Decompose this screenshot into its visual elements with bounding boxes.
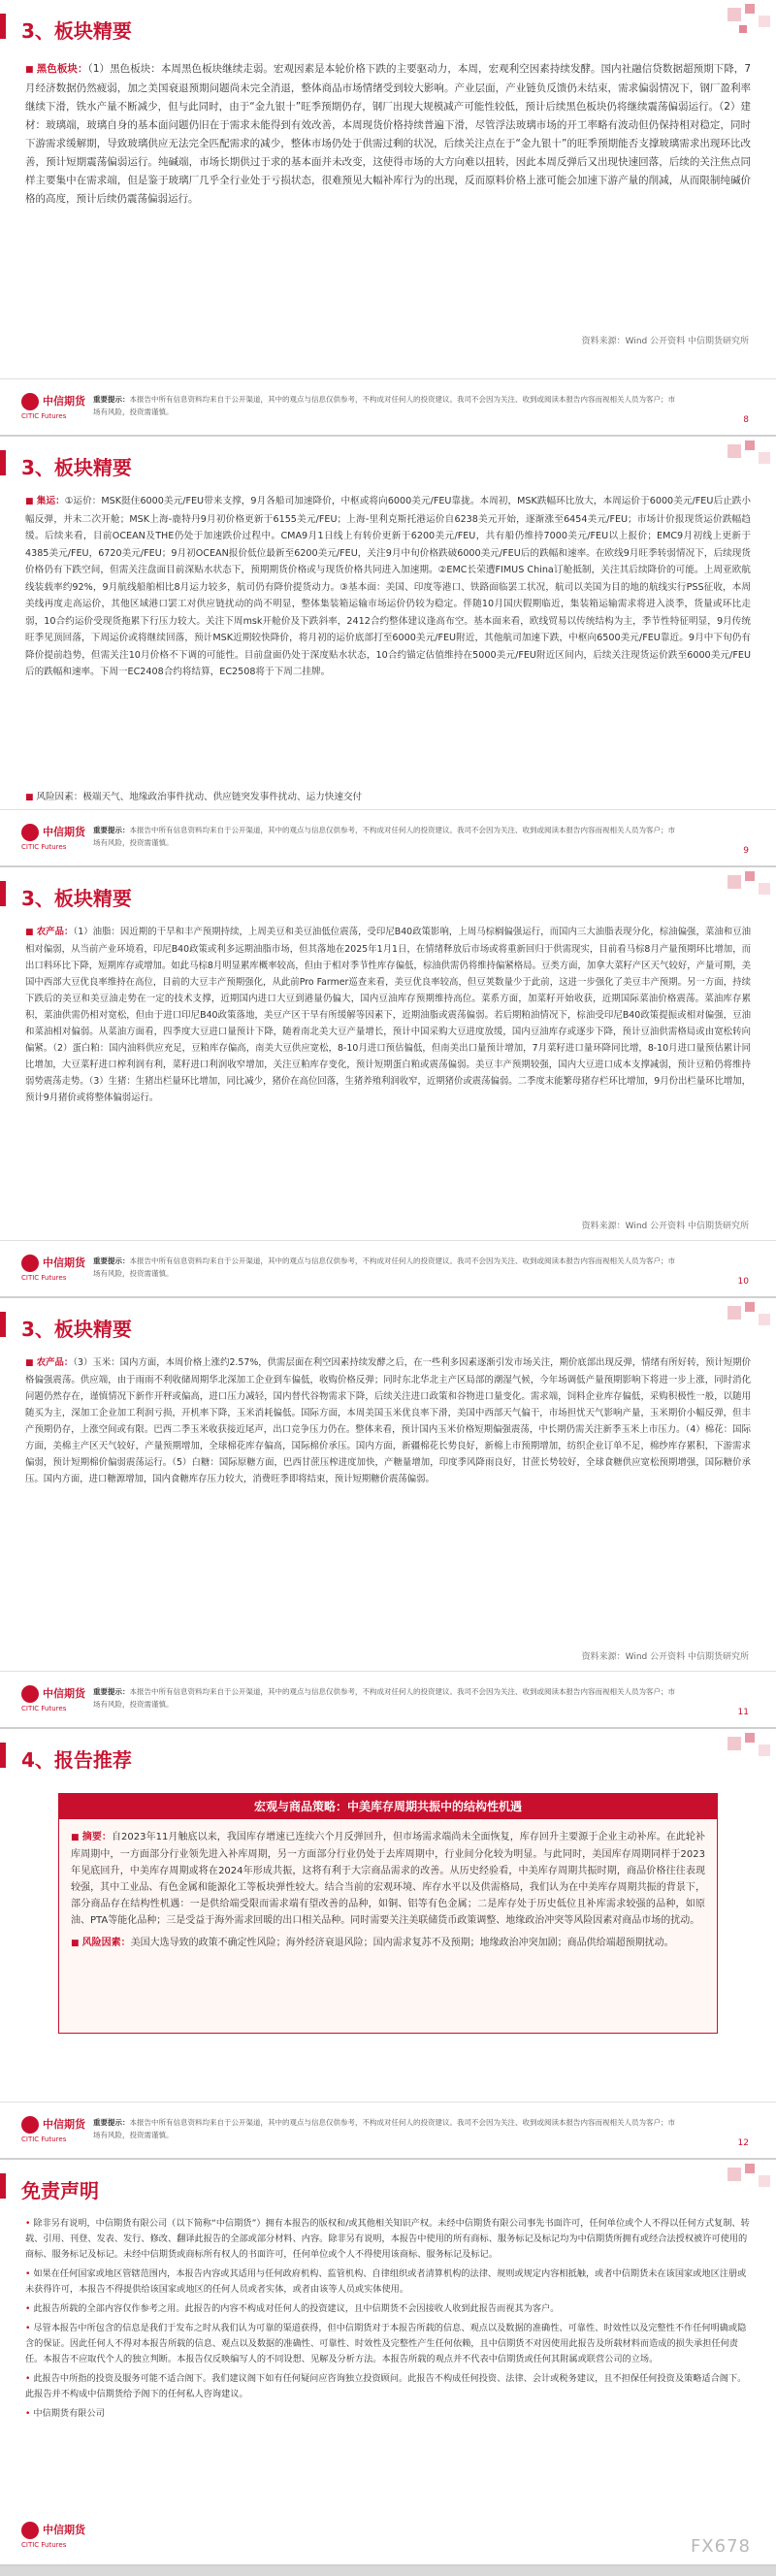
logo-name-cn: 中信期货: [43, 826, 85, 838]
disclaimer-text: 本报告中所有信息资料均来自于公开渠道，其中的观点与信息仅供参考，不构成对任何人的投资建议。我司不会因为关注、收到或阅读本报告内容而视相关人员为客户；市场有风险，投资需谨慎。: [93, 826, 675, 847]
logo-name-en: CITIC Futures: [21, 2541, 67, 2549]
corner-decoration-icon: [630, 867, 776, 922]
corner-decoration-icon: [630, 1729, 776, 1783]
section-paragraph: [25, 60, 751, 209]
logo-name-cn: 中信期货: [43, 2118, 85, 2131]
risk-lead: ■ 风险因素：: [71, 1938, 131, 1948]
citic-futures-logo: [21, 391, 85, 424]
page-footer: [0, 2508, 776, 2564]
section-title: 免责声明: [21, 2179, 99, 2202]
corner-decoration-icon: [630, 0, 776, 54]
footer-disclaimer: [93, 393, 675, 418]
data-source: 资料来源：Wind 公开资料 中信期货研究所: [581, 1222, 749, 1231]
citic-futures-logo: [21, 2114, 85, 2147]
section-paragraph: [25, 1354, 751, 1487]
disclaimer-label: 重要提示：: [93, 1256, 130, 1265]
report-title: 宏观与商品策略：中美库存周期共振中的结构性机遇: [59, 1794, 717, 1819]
footer-disclaimer: [93, 1255, 675, 1280]
section-header: [0, 2160, 776, 2214]
page-number: 12: [737, 2138, 749, 2148]
disclaimer-label: 重要提示：: [93, 826, 130, 834]
section-title: 3、板块精要: [21, 456, 132, 479]
data-source: 资料来源：Wind 公开资料 中信期货研究所: [581, 1652, 749, 1662]
paragraph-text: （3）玉米：国内方面，本周价格上涨约2.57%，供需层面在利空因素持续发酵之后，在一些利多因素逐渐引发市场关注，期价底部出现反弹，情绪有所好转，预计短期价格偏强震荡。供应端，由于雨雨不利收储周期华北深加工企业到车偏低，收购价格反弹；同时东北华北主产区局部的潮湿气候，今年场调低产量预期影响下将进一步上涨，同时消化问题仍然存在，谨慎情况下新作开秤或偏高，进口压力减轻，国内替代谷物需求下降，后续关注进口政策和谷物进口量变化。需求端，饲料企业库存偏低，采购积极性一般，以随用随买为主，深加工企业加工利润亏损，开机率下降，玉米消耗偏低。国际方面，本周美国玉米优良率下滑，美国中西部天气偏干，市场担忧天气影响产量，玉米期价小幅反弹，但丰产预期仍存，上涨空间或有限。巴西二季玉米收获接近尾声，出口竞争压力仍在。整体来看，预计国内玉米价格短期偏强震荡，中长期仍需关注新季玉米上市压力。（4）棉花：国际方面，美棉主产区天气较好，产量预期增加，全球棉花库存偏高，国际棉价承压。国内方面，新疆棉花长势良好，新棉上市预期增加，纺织企业订单不足，棉纱库存累积，下游需求偏弱，预计短期棉价偏弱震荡运行。（5）白糖：国际原糖方面，巴西甘蔗压榨进度加快，产糖量增加，印度季风降雨良好，甘蔗长势较好，全球食糖供应宽松预期增强，国际糖价承压。国内方面，进口糖源增加，国内食糖库存压力较大，消费旺季即将结束，预计短期糖价震荡偏弱。: [25, 1357, 752, 1484]
section-header: [0, 1298, 776, 1353]
disclaimer-item: • 除非另有说明，中信期货有限公司（以下简称“中信期货”）拥有本报告的版权和/或其他相关知识产权。未经中信期货有限公司事先书面许可，任何单位或个人不得以任何方式复制、转载、引用、刊登、发表、发行、修改、翻译此报告的全部或部分材料、内容。除非另有说明，本报告中使用的所有商标、服务标记及标记均为中信期货所拥有或经合法授权被许可使用的商标、服务标记及标记。未经中信期货或商标所有权人的书面许可，任何单位或个人不得使用该商标、服务标记及标记。: [25, 2216, 751, 2263]
section-paragraph: [25, 924, 751, 1106]
disclaimer-list: [25, 2216, 751, 2426]
logo-name-cn: 中信期货: [43, 395, 85, 408]
page-number: 9: [743, 846, 749, 856]
paragraph-text: ①运价：MSK挺住6000美元/FEU带来支撑，9月各船司加速降价，中枢或将向6000美元/FEU靠拢。本周初，MSK跌幅环比放大，本周运价于6000美元/FEU后止跌小幅反弹，并未二次开舱；MSK上海-鹿特丹9月初价格更新于6155美元/FEU；上海-里利克斯托港运价自6238美元开始，逐渐涨至6454美元/FEU；市场计价报现货运价跌幅趋缓。后续来看，目前OCEAN及THE仍处于加速跌价过程中。CMA9月1日线上有转价更新于6200美元/FEU，共有船仍维持7000美元/FEU以上报价；EMC9月初线上更新于4385美元/FEU，6720美元/FEU；9月初OCEAN报价低位最新至6200美元/FEU，关注9月中旬价格跌破6000美元/FEU后的跌幅和速率。在欧线9月旺季转弱情况下，后续现货价格仍有下跌空间，但需关注盘面目前深贴水状态下，预期期货价格或与现货价格共同进入加速期。②EMC长荣遭FIMUS China订舱抵制，关注其后续降价的可能。上周亚欧航线装载率约92%，9月航线船舶相比8月运力较多，航司仍有降价提货动力。③基本面：美国、印度等港口、铁路面临罢工状况，航司以美国为目的地的航线实行PSS征收，本周美线再度走高运价，其他区域港口罢工对供应链扰动的尚不明显，整体集装箱运输市场运价仍较为稳定。伴随10月国庆假期临近，集装箱运输需求将进入淡季，货量或环比走弱，10合约运价受现货拖累下行压力较大。关注下周msk开舱价及下跌斜率，2412合约整体建议逢高布空。基本面来看，欧线贸易以传统结构为主，季节性特征明显，9月传统旺季见顶回落，下周运价或将继续回落，预计MSK近期较快降价，将月初的运价底部打至6000美元/FEU附近，其他航司加速下跌，中枢向6500美元/FEU靠近。9月中下旬仍有降价提前趋势，但需关注10月价格不下调的可能性。目前盘面仍处于深度贴水状态，10合约锚定估值维持在5000美元/FEU附近区间内，后续关注现货运价跌至6000美元/FEU后的跌幅和速率。下周一EC2408合约将结算，EC2508将于下周二挂牌。: [25, 496, 752, 677]
report-risk: [71, 1935, 705, 1952]
disclaimer-label: 重要提示：: [93, 1687, 130, 1696]
page-footer: [0, 1240, 776, 1296]
citic-futures-logo: [21, 822, 85, 855]
page-number: 8: [743, 415, 749, 425]
section-header: [0, 0, 776, 54]
report-abstract: [71, 1829, 705, 1929]
paragraph-lead: ■ 农产品：: [25, 927, 73, 937]
report-page: [0, 437, 776, 867]
paragraph-lead: ■ 集运：: [25, 496, 65, 506]
section-accent-bar: [0, 2173, 6, 2199]
risk-factors: ■ 风险因素：极端天气、地缘政治事件扰动、供应链突发事件扰动、运力快速交付: [25, 788, 751, 807]
disclaimer-text: 本报告中所有信息资料均来自于公开渠道，其中的观点与信息仅供参考，不构成对任何人的投资建议。我司不会因为关注、收到或阅读本报告内容而视相关人员为客户；市场有风险，投资需谨慎。: [93, 1256, 675, 1278]
section-title: 3、板块精要: [21, 19, 132, 43]
logo-mark-icon: [21, 824, 39, 841]
section-accent-bar: [0, 1743, 6, 1768]
report-page: [0, 1729, 776, 2160]
disclaimer-item: • 此报告所载的全部内容仅作参考之用。此报告的内容不构成对任何人的投资建议，且中信期货不会因接收人收到此报告而视其为客户。: [25, 2301, 751, 2317]
section-accent-bar: [0, 1312, 6, 1337]
report-page: [0, 867, 776, 1298]
disclaimer-item: • 如果在任何国家或地区管辖范围内，本报告内容或其适用与任何政府机构、监管机构、自律组织或者清算机构的法律、规则或规定内容相抵触，或者中信期货未在该国家或地区注册或未获得许可，本报告不得提供给该国家或地区的任何人员或者实体，或者由该等人员或实体使用。: [25, 2266, 751, 2298]
report-page: [0, 1298, 776, 1729]
logo-name-cn: 中信期货: [43, 1687, 85, 1700]
logo-name-en: CITIC Futures: [21, 1705, 67, 1712]
page-number: 10: [737, 1277, 749, 1287]
section-title: 3、板块精要: [21, 1318, 132, 1341]
page-footer: [0, 2102, 776, 2158]
disclaimer-text: 本报告中所有信息资料均来自于公开渠道，其中的观点与信息仅供参考，不构成对任何人的投资建议。我司不会因为关注、收到或阅读本报告内容而视相关人员为客户；市场有风险，投资需谨慎。: [93, 395, 675, 416]
section-accent-bar: [0, 450, 6, 475]
section-paragraph: [25, 493, 751, 681]
paragraph-lead: ■ 农产品：: [25, 1357, 73, 1368]
disclaimer-label: 重要提示：: [93, 2118, 130, 2127]
paragraph-text: （1）油脂：因近期的干旱和丰产预期持续，上周美豆和美豆油低位震荡，受印尼B40政策影响，上周马棕榈偏强运行，而国内三大油脂表现分化，棕油偏强，菜油和豆油相对偏弱，从当前产业环境看，印尼B40政策或利多远期油脂市场，但其落地在2025年1月1日，在情绪释放后市场或将重新回归于供需现实，目前看马棕8月产量预期环比增加，而出口料环比下降，短期库存或增加。如此马棕8月明显累库概率较高，但由于相对季节性库存偏低，棕油供需仍将维持偏紧格局。豆类方面，加拿大菜籽产区天气较好，产量可期，美国中西部大豆优良率维持在高位，目前的大豆丰产预期强化，从此前Pro Farmer巡查来看，美豆优良率较高，但豆荚数量少于此前，这进一步强化了美豆丰产预期。另一方面，持续下跌后的美豆和美豆油走势在一定的技术支撑，近期国内进口大豆到港量仍偏大，国内豆油库存预期维持高位。菜系方面，加菜籽开始收获，近期国际菜油价格震荡。菜油库存累积，菜油供需仍相对宽松，但由于进口印尼B40政策落地，美豆产区干旱有所缓解等因素下，近期油脂或震荡偏弱。若后期粕油情况下，棕油受印尼B40政策提振或相对偏强，豆油和菜油相对偏弱。从菜油方面看，四季度大豆进口量预计下降，随着南北美大豆产量增长，预计中国采购大豆进度放缓，国内豆油库存或逐步下降，预计豆油供需格局或由宽松转向偏紧。（2）蛋白粕：国内油料供应充足，豆粕库存偏高，南美大豆供应宽松，8-10月进口预估偏低，但南美出口量预计增加，7月菜籽进口量环降同比增，8-10月进口量预估累计同比增加，大豆菜籽进口榨利润有利，菜籽进口利润收窄增加，关注豆粕库存变化，预计短期蛋白粕或震荡偏弱。美豆丰产预期较强，国内大豆进口成本支撑减弱，预计豆粕仍将维持弱势震荡走势。（3）生猪：生猪出栏量环比增加，同比减少，猪价在高位回落，生猪养殖利润收窄，近期猪价或震荡偏弱。二季度末能繁母猪存栏环比增加，9月份出栏量环比增加，预计9月猪价或将整体偏弱运行。: [25, 927, 751, 1103]
disclaimer-text: 本报告中所有信息资料均来自于公开渠道，其中的观点与信息仅供参考，不构成对任何人的投资建议。我司不会因为关注、收到或阅读本报告内容而视相关人员为客户；市场有风险，投资需谨慎。: [93, 2118, 675, 2139]
footer-disclaimer: [93, 2116, 675, 2141]
disclaimer-item: • 中信期货有限公司: [25, 2406, 751, 2422]
risk-text: 美国大选导致的政策不确定性风险；海外经济衰退风险；国内需求复苏不及预期；地缘政治冲突加剧；商品供给端超预期扰动。: [130, 1938, 674, 1948]
corner-decoration-icon: [630, 2160, 776, 2214]
recommended-report-card[interactable]: [58, 1793, 718, 2034]
logo-name-en: CITIC Futures: [21, 2136, 67, 2143]
section-header: [0, 437, 776, 491]
logo-mark-icon: [21, 1255, 39, 1272]
logo-mark-icon: [21, 393, 39, 410]
watermark: FX678: [690, 2536, 751, 2557]
disclaimer-label: 重要提示：: [93, 395, 130, 404]
section-title: 4、报告推荐: [21, 1748, 132, 1772]
corner-decoration-icon: [630, 437, 776, 491]
logo-name-cn: 中信期货: [43, 2524, 85, 2536]
section-accent-bar: [0, 14, 6, 39]
corner-decoration-icon: [630, 1298, 776, 1353]
logo-name-en: CITIC Futures: [21, 412, 67, 420]
citic-futures-logo: [21, 1253, 85, 1286]
section-header: [0, 867, 776, 922]
footer-disclaimer: [93, 1685, 675, 1711]
logo-name-en: CITIC Futures: [21, 843, 67, 851]
logo-name-cn: 中信期货: [43, 1256, 85, 1269]
logo-mark-icon: [21, 2116, 39, 2134]
report-page: [0, 2160, 776, 2566]
logo-mark-icon: [21, 2522, 39, 2539]
disclaimer-item: • 此报告中所指的投资及服务可能不适合阁下。我们建议阁下如有任何疑问应咨询独立投资顾问。此报告不构成任何投资、法律、会计或税务建议，且不担保任何投资及策略适合阁下。此报告并不构成中信期货给予阁下的任何私人咨询建议。: [25, 2371, 751, 2402]
paragraph-lead: ■ 黑色板块：: [25, 63, 88, 75]
disclaimer-item: • 尽管本报告中所包含的信息是我们于发布之时从我们认为可靠的渠道获得，但中信期货对于本报告所载的信息、观点以及数据的准确性、可靠性、时效性以及完整性不作任何明确或隐含的保证。因此任何人不得对本报告所载的信息、观点以及数据的准确性、可靠性、时效性及完整性产生任何依赖，且中信期货不对因使用此报告及所载材料而造成的损失承担任何责任。本报告不应取代个人的独立判断。本报告仅反映编写人的不同设想、见解及分析方法。本报告所载的观点并不代表中信期货或任何其附属或联营公司的立场。: [25, 2321, 751, 2367]
page-footer: [0, 1671, 776, 1727]
page-footer: [0, 809, 776, 865]
data-source: 资料来源：Wind 公开资料 中信期货研究所: [581, 337, 749, 346]
page-number: 11: [737, 1708, 749, 1717]
paragraph-text: （1）黑色板块：本周黑色板块继续走弱。宏观因素是本轮价格下跌的主要驱动力，本周，宏观利空因素持续发酵。国内社融信贷数据超预期下降，7月经济数据仍然疲弱，加之美国衰退预期问题尚未完全消退，整体商品市场情绪受到较大影响。产业层面，产业链负反馈仍未结束，需求偏弱情况下，钢厂盈利率继续下滑，铁水产量不断减少，但与此同时，由于“金九银十”旺季预期仍存，钢厂出现大规模减产可能性较低，预计后续黑色板块仍将继续震荡偏弱运行。（2）建材：玻璃端，玻璃自身的基本面问题仍旧在于需求未能得到有效改善，本周现货价格持续普遍下滑，尽管浮法玻璃市场的开工率略有波动但仍保持相对稳定，同时下游需求缓解期，导致玻璃供应无法完全匹配需求的减少，整体市场仍处于供需过剩的状况，后续关注点在于“金九银十”的旺季预期能否支撑玻璃需求出现环比改善，预计短期震荡偏弱运行。纯碱端，市场长期供过于求的基本面并未改变，这使得市场的大方向难以扭转，因此本周反弹后又出现快速回落，后续的关注焦点同样主要集中在需求端，但是鉴于玻璃厂几乎全行业处于亏损状态，很难预见大幅补库行为的出现，反而原料价格上涨可能会加速下游产量的削减，从而限制纯碱价格的高度，预计后续仍震荡偏弱运行。: [25, 63, 752, 205]
citic-futures-logo: [21, 1683, 85, 1716]
report-summary: [71, 1829, 705, 1952]
logo-mark-icon: [21, 1685, 39, 1703]
abstract-text: 自2023年11月触底以来，我国库存增速已连续六个月反弹回升，但市场需求端尚未全面恢复，库存回升主要源于企业主动补库。在此轮补库周期中，一方面部分行业领先进入补库周期，另一方面部分行业仍处于去库周期中，行业间分化较为明显。与此同时，美国库存周期同样于2023年见底回升，中美库存周期或将在2024年形成共振，这将有利于大宗商品需求的改善。从历史经验看，中美库存周期共振时期，商品价格往往表现较强，其中工业品、有色金属和能源化工等板块弹性较大。结合当前的宏观环境、库存水平以及供需格局，我们认为在中美库存周期共振的背景下，部分商品存在结构性机遇：一是供给端受限而需求端有望改善的品种，如铜、铝等有色金属；二是库存处于历史低位且补库需求较强的品种，如原油、PTA等能化品种；三是受益于海外需求回暖的出口相关品种。同时需要关注美联储货币政策调整、地缘政治冲突等风险因素对商品市场的扰动。: [71, 1832, 705, 1926]
section-title: 3、板块精要: [21, 887, 132, 910]
logo-name-en: CITIC Futures: [21, 1274, 67, 1282]
abstract-lead: ■ 摘要：: [71, 1832, 112, 1842]
section-header: [0, 1729, 776, 1783]
footer-disclaimer: [93, 824, 675, 849]
page-footer: [0, 378, 776, 435]
citic-futures-logo: [21, 2520, 85, 2553]
disclaimer-text: 本报告中所有信息资料均来自于公开渠道，其中的观点与信息仅供参考，不构成对任何人的投资建议。我司不会因为关注、收到或阅读本报告内容而视相关人员为客户；市场有风险，投资需谨慎。: [93, 1687, 675, 1709]
report-page: [0, 0, 776, 437]
section-accent-bar: [0, 881, 6, 906]
